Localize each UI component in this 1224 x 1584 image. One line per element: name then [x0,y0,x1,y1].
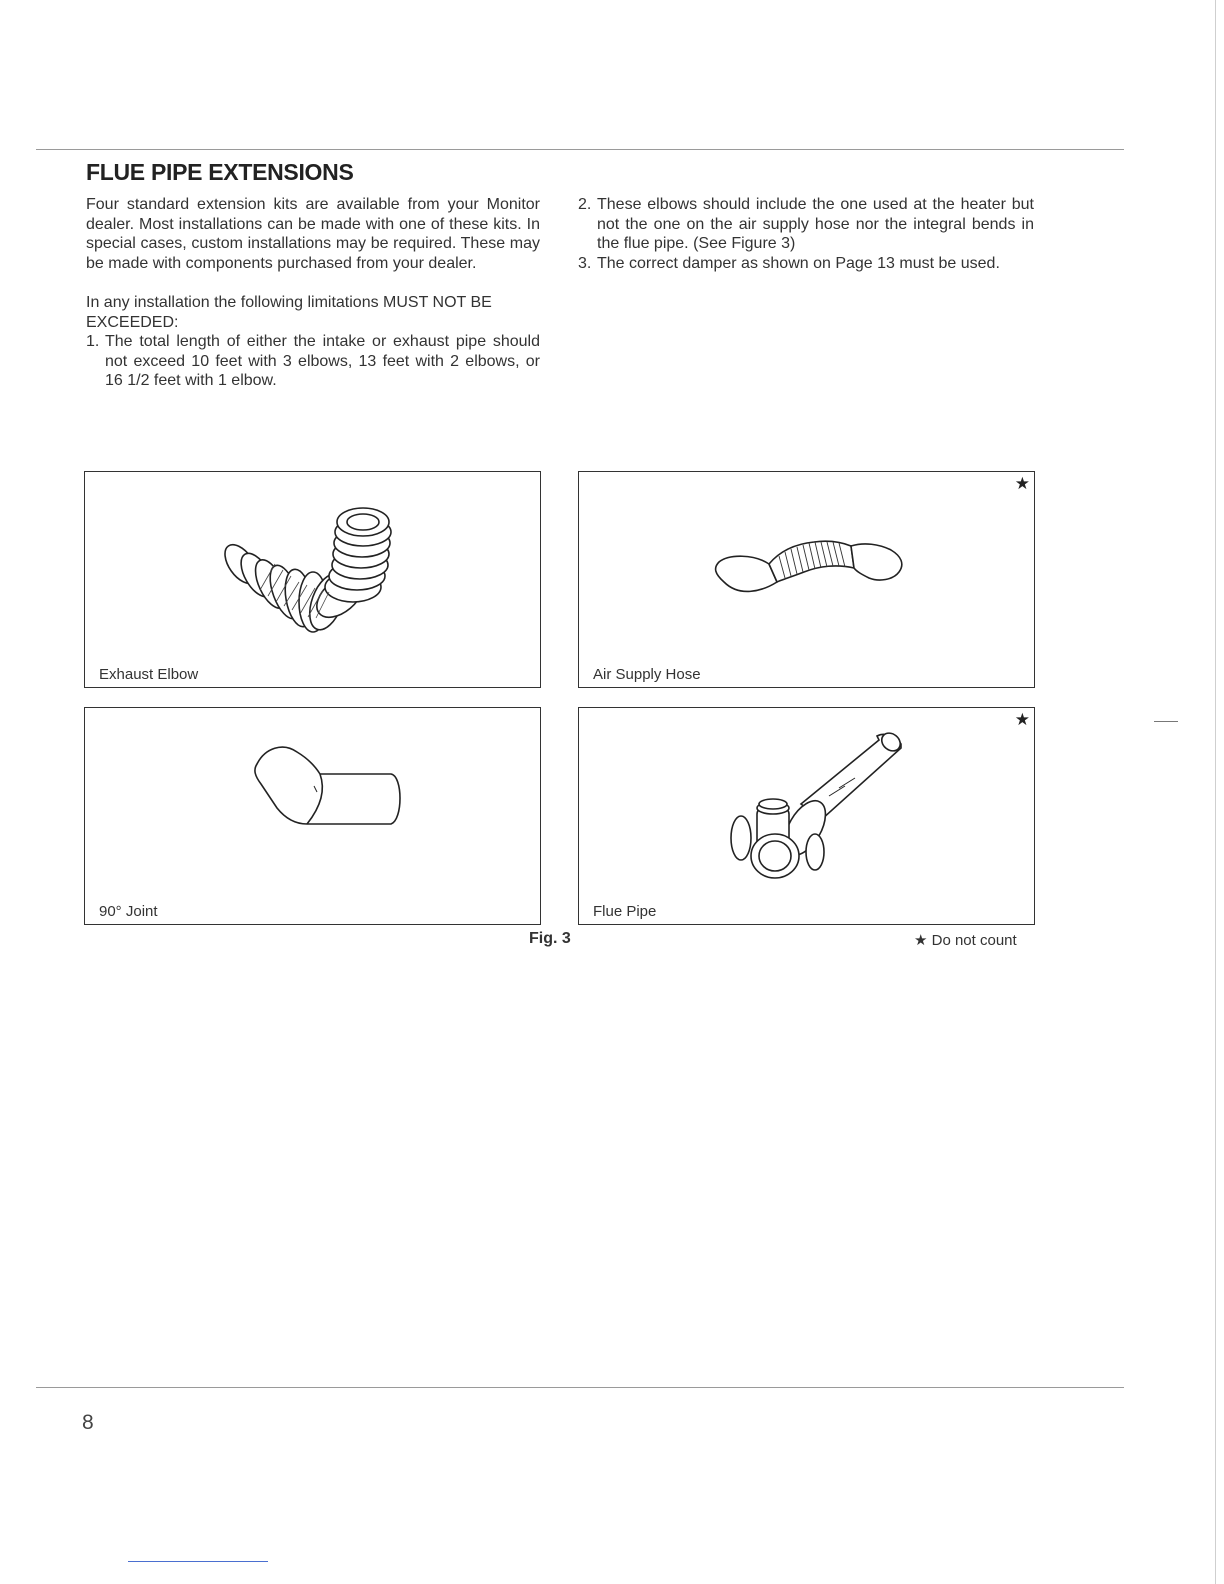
figure-panel-air-supply-hose [578,471,1035,688]
figure-panel-90-joint [84,707,541,925]
panel-caption: 90° Joint [99,903,158,920]
do-not-count-star: ★ [1014,474,1030,493]
figure-label: Fig. 3 [529,930,571,947]
do-not-count-star: ★ [1014,710,1030,729]
limitation-number: 3. [578,254,592,272]
figure-panel-flue-pipe [578,707,1035,925]
scan-artifact-line [128,1561,268,1562]
limitation-item [86,332,540,391]
limitation-text: The total length of either the intake or exhaust pipe should not exceed 10 feet with 3 elbows, 13 feet with 2 elbows, or 16 1/2 feet with 1 elbow. [105,333,540,389]
limitation-item [578,254,1034,274]
air-supply-hose-illustration [579,472,1034,687]
bottom-rule [36,1387,1124,1388]
limitations-list-part-2 [578,195,1034,273]
limitation-text: These elbows should include the one used at the heater but not the one on the air supply hose nor the integral bends in the flue pipe. (See Figure 3) [597,196,1034,252]
section-title: FLUE PIPE EXTENSIONS [86,159,354,185]
footnote: ★ Do not count [914,932,1017,949]
panel-caption: Exhaust Elbow [99,666,199,683]
edge-tick-mark [1154,721,1178,722]
figure-panel-exhaust-elbow [84,471,541,688]
limitations-intro: In any installation the following limitations MUST NOT BE EXCEEDED: [86,294,492,331]
intro-paragraph: Four standard extension kits are available from your Monitor dealer. Most installations can be made with one of these kits. In special cases, custom installations may be required. These may be made with components purchased from your dealer. [86,196,540,272]
exhaust-elbow-illustration [85,472,540,687]
limitation-text: The correct damper as shown on Page 13 must be used. [597,254,1000,272]
limitation-number: 2. [578,196,592,213]
limitations-list-part-1 [86,332,540,391]
flue-pipe-illustration [579,708,1034,924]
top-rule [36,149,1124,150]
limitation-item [578,195,1034,254]
left-column [86,195,540,391]
limitation-number: 1. [86,333,100,350]
panel-caption: Flue Pipe [593,903,657,920]
page-edge [1215,0,1216,1584]
right-column [578,195,1034,273]
panel-caption: Air Supply Hose [593,666,701,683]
ninety-degree-joint-illustration [85,708,540,924]
page-number: 8 [82,1411,94,1434]
